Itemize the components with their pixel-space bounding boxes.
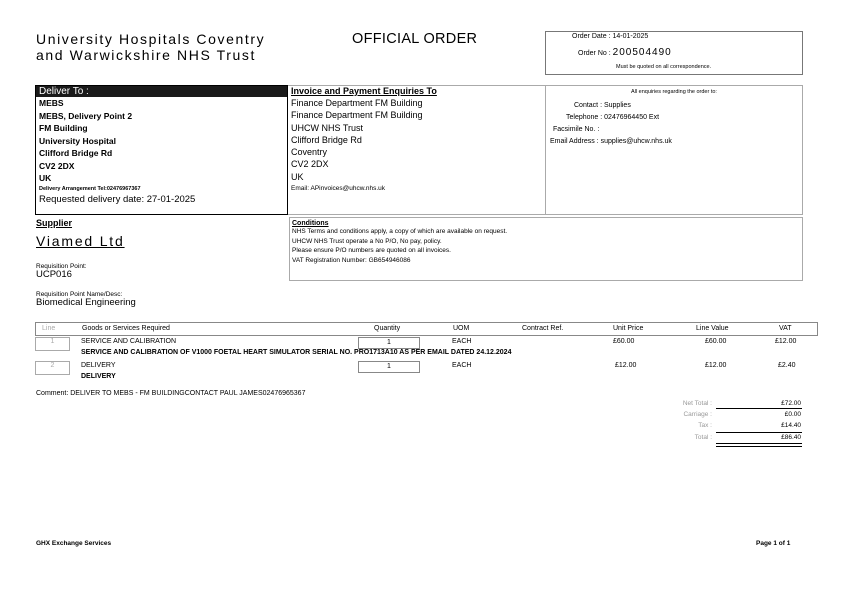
tax-label: Tax :: [698, 422, 712, 429]
carriage-value: £0.00: [784, 411, 801, 418]
deliver-line: MEBS: [39, 98, 64, 108]
invoice-email: Email: APinvoices@uhcw.nhs.uk: [291, 185, 386, 193]
condition-line: UHCW NHS Trust operate a No P/O, No pay, policy.: [292, 237, 442, 245]
row-line-number: 1: [35, 337, 70, 351]
row-quantity: 1: [358, 337, 420, 349]
row-item: SERVICE AND CALIBRATION: [81, 338, 177, 345]
enquiries-box: [545, 85, 803, 215]
tax-value: £14.40: [781, 422, 801, 429]
row-quantity: 1: [358, 361, 420, 373]
telephone-label: Telephone :: [566, 114, 603, 121]
deliver-line: FM Building: [39, 123, 88, 133]
contact-label: Contact :: [574, 102, 603, 109]
col-uom: UOM: [453, 325, 470, 332]
order-number-note: Must be quoted on all correspondence.: [616, 64, 712, 70]
totals-divider: [716, 446, 802, 447]
row-line-value: £12.00: [705, 362, 727, 369]
deliver-to-box: [35, 85, 288, 215]
deliver-to-heading: Deliver To :: [36, 86, 287, 97]
requisition-point-label: Requisition Point:: [36, 263, 87, 270]
totals-divider: [716, 443, 802, 444]
order-date-row: [572, 33, 648, 40]
col-line-value: Line Value: [696, 325, 729, 332]
invoice-heading: Invoice and Payment Enquiries To: [291, 86, 437, 96]
requested-delivery-date: Requested delivery date: 27-01-2025: [39, 193, 196, 205]
order-number-value: 200504490: [612, 47, 672, 58]
facsimile-label: Facsimile No. :: [553, 126, 600, 133]
email-label: Email Address :: [550, 138, 599, 145]
invoice-line: Finance Department FM Building: [291, 110, 423, 121]
contact-value: Supplies: [603, 102, 631, 109]
invoice-enquiries-box: [288, 85, 545, 215]
conditions-box: [289, 217, 803, 281]
order-date-label: Order Date :: [572, 33, 611, 40]
row-line-value: £60.00: [705, 338, 727, 345]
col-unit-price: Unit Price: [613, 325, 644, 332]
totals-divider: [716, 408, 802, 409]
carriage-label: Carriage :: [683, 411, 712, 418]
col-contract: Contract Ref.: [522, 325, 564, 332]
totals-divider: [716, 432, 802, 433]
order-number-label: Order No :: [578, 50, 611, 57]
invoice-line: Coventry: [291, 147, 328, 158]
deliver-line: University Hospital: [39, 135, 116, 146]
organisation-name: [36, 31, 265, 63]
row-vat: £12.00: [775, 338, 797, 345]
order-info-box: [545, 31, 803, 75]
condition-line: VAT Registration Number: GB654946086: [292, 256, 411, 264]
email-row: [550, 138, 672, 145]
items-table-header: [35, 322, 818, 336]
invoice-line: UHCW NHS Trust: [291, 122, 363, 133]
document-title: OFFICIAL ORDER: [352, 31, 478, 47]
invoice-line: UK: [291, 171, 304, 182]
row-uom: EACH: [452, 338, 472, 345]
row-uom: EACH: [452, 362, 472, 369]
total-label: Total :: [694, 434, 712, 441]
footer-left: GHX Exchange Services: [36, 540, 112, 547]
col-quantity: Quantity: [374, 325, 401, 332]
telephone-row: [566, 114, 659, 121]
invoice-line: CV2 2DX: [291, 159, 329, 170]
net-total-label: Net Total :: [682, 400, 712, 407]
supplier-heading: Supplier: [36, 218, 73, 228]
page-number: Page 1 of 1: [756, 540, 791, 547]
contact-row: [574, 102, 631, 109]
delivery-arrangement: Delivery Arrangement Tel:02476967367: [39, 185, 141, 192]
requisition-desc-value: Biomedical Engineering: [36, 297, 136, 308]
invoice-line: Finance Department FM Building: [291, 98, 423, 108]
col-line: Line: [42, 325, 56, 332]
net-total-value: £72.00: [781, 400, 801, 407]
deliver-line: Clifford Bridge Rd: [39, 148, 113, 158]
order-comment: Comment: DELIVER TO MEBS - FM BUILDINGCONTACT PAUL JAMES02476965367: [36, 390, 306, 397]
deliver-line: CV2 2DX: [39, 160, 75, 171]
row-unit-price: £12.00: [615, 362, 637, 369]
enquiries-note: All enquiries regarding the order to:: [631, 89, 717, 95]
condition-line: Please ensure P/O numbers are quoted on all invoices.: [292, 247, 451, 254]
order-number-row: [578, 47, 672, 58]
col-vat: VAT: [779, 325, 792, 332]
facsimile-row: [553, 126, 599, 133]
table-row: [35, 337, 816, 359]
telephone-value: 02476964450 Ext: [604, 114, 660, 121]
row-description: SERVICE AND CALIBRATION OF V1000 FOETAL HEART SIMULATOR SERIAL NO. PRO1713A10 AS PER EMAIL DATED 24.12.2024: [81, 349, 512, 356]
supplier-name: Viamed Ltd: [36, 233, 125, 249]
order-date-value: 14-01-2025: [612, 33, 649, 40]
row-vat: £2.40: [778, 362, 796, 369]
deliver-line: UK: [39, 173, 52, 183]
invoice-line: Clifford Bridge Rd: [291, 134, 362, 145]
row-unit-price: £60.00: [613, 338, 635, 345]
table-row: [35, 361, 816, 383]
conditions-heading: Conditions: [292, 220, 329, 227]
deliver-line: MEBS, Delivery Point 2: [39, 110, 133, 121]
requisition-desc-label: Requisition Point Name/Desc:: [36, 291, 123, 298]
requisition-point-value: UCP016: [36, 269, 72, 280]
col-goods: Goods or Services Required: [82, 325, 170, 332]
organisation-line-1: University Hospitals Coventry: [36, 31, 266, 47]
row-description: DELIVERY: [81, 373, 116, 380]
condition-line: NHS Terms and conditions apply, a copy of which are available on request.: [292, 228, 508, 235]
total-value: £86.40: [781, 434, 801, 441]
email-value: supplies@uhcw.nhs.uk: [600, 138, 672, 145]
organisation-line-2: and Warwickshire NHS Trust: [36, 47, 257, 63]
row-item: DELIVERY: [81, 362, 116, 369]
row-line-number: 2: [35, 361, 70, 375]
